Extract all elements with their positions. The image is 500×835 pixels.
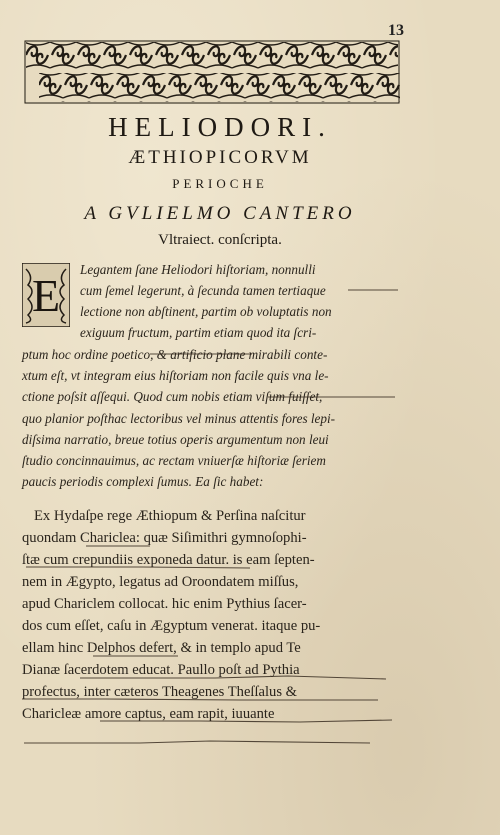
- body-line: Ex Hydaſpe rege Æthiopum & Perſina naſcitur: [34, 508, 306, 524]
- heading-perioche: PERIOCHE: [172, 176, 268, 191]
- summary-line: quo planior poſthac lectoribus vel minus attentis fores lepi-: [22, 411, 336, 426]
- body-line: ellam hinc Delphos defert, & in templo apud Te: [22, 640, 301, 656]
- body-line: ſtæ cum crepundiis exponeda datur. is eam ſepten-: [22, 552, 315, 568]
- summary-line: Legantem ſane Heliodori hiſtoriam, nonnulli: [80, 262, 316, 277]
- ink-underline: [24, 741, 370, 743]
- body-line: profectus, inter cæteros Theagenes Theſſalus &: [22, 684, 298, 700]
- body-line: quondam Chariclea: quæ Siſimithri gymnoſophi-: [22, 530, 307, 546]
- heading-compiler: A GVLIELMO CANTERO: [84, 203, 356, 224]
- summary-line: xtum eſt, vt integram eius hiſtoriam non facile quis vna le-: [22, 368, 329, 383]
- summary-line: cum ſemel legerunt, à ſecunda tamen tertiaque: [80, 283, 326, 298]
- page-number: 13: [388, 22, 404, 39]
- heading-work: ÆTHIOPICORVM: [128, 147, 312, 168]
- body-line: dos cum eſſet, caſu in Ægyptum venerat. itaque pu-: [22, 618, 321, 634]
- body-line: Dianæ ſacerdotem educat. Paullo poſt ad Pythia: [22, 662, 300, 678]
- decorated-initial: [22, 263, 70, 327]
- summary-line: ptum hoc ordine poetico, & artificio plane mirabili conte-: [22, 347, 328, 362]
- body-line: nem in Ægypto, legatus ad Oroondatem miſſus,: [22, 574, 299, 590]
- summary-line: ſtudio concinnauimus, ac rectam vniuerſæ hiſtoriæ ſeriem: [22, 453, 326, 468]
- summary-line: lectione non abſtinent, partim ob voluptatis non: [80, 304, 332, 319]
- body-line: apud Chariclem collocat. hic enim Pythius ſacer-: [22, 596, 307, 612]
- ornament-headpiece: [24, 40, 400, 104]
- summary-line: paucis periodis complexi ſumus. Ea ſic habet:: [22, 474, 264, 489]
- svg-text:E: E: [31, 270, 61, 321]
- body-line: Charicleæ amore captus, eam rapit, iuuante: [22, 706, 275, 722]
- heading-author: HELIODORI.: [108, 112, 332, 142]
- summary-line: diſsima narratio, breue totius operis argumentum non leui: [22, 432, 329, 447]
- summary-line: exiguum fructum, partim etiam quod ita ſcri-: [80, 325, 317, 340]
- heading-subtitle: Vltraiect. conſcripta.: [158, 232, 282, 248]
- summary-line: ctione poſsit aſſequi. Quod cum nobis etiam viſum fuiſſet,: [22, 389, 323, 404]
